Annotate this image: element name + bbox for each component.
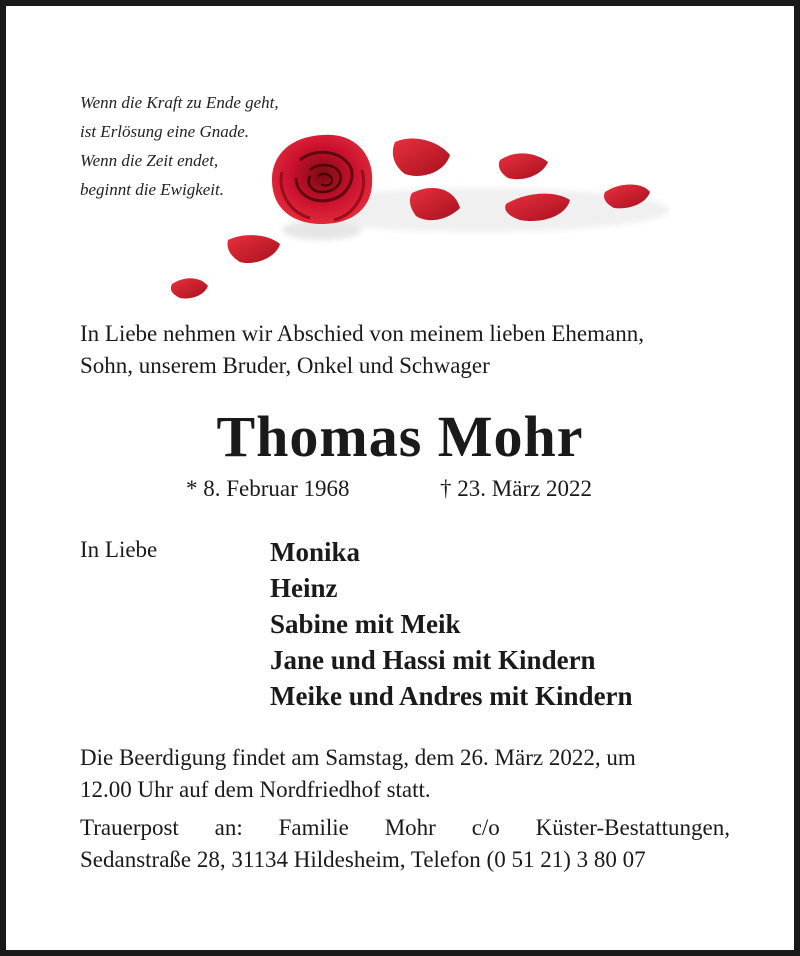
petal-icon [499, 153, 548, 179]
condolence-line: Trauerpost an: Familie Mohr c/o Küster-Bestattungen, [80, 815, 730, 840]
poem-line: beginnt die Ewigkeit. [80, 180, 224, 199]
funeral-line: Die Beerdigung findet am Samstag, dem 26. März 2022, um [80, 745, 636, 770]
poem-line: Wenn die Zeit endet, [80, 151, 219, 170]
poem-line: ist Erlösung eine Gnade. [80, 122, 250, 141]
mourner-name: Meike und Andres mit Kindern [270, 681, 633, 711]
mourners-list [270, 534, 633, 714]
mourner-name: Sabine mit Meik [270, 609, 461, 639]
intro-line: In Liebe nehmen wir Abschied von meinem lieben Ehemann, [80, 321, 644, 346]
deceased-name: Thomas Mohr [216, 404, 584, 469]
mourner-name: Monika [270, 537, 361, 567]
condolence-line: Sedanstraße 28, 31134 Hildesheim, Telefon (0 51 21) 3 80 07 [80, 847, 646, 872]
mourner-name: Jane und Hassi mit Kindern [270, 645, 596, 675]
intro-text [80, 318, 644, 382]
rose-petals-illustration [150, 100, 670, 310]
mourner-name: Heinz [270, 573, 338, 603]
poem-line: Wenn die Kraft zu Ende geht, [80, 93, 279, 112]
intro-line: Sohn, unserem Bruder, Onkel und Schwager [80, 353, 490, 378]
funeral-line: 12.00 Uhr auf dem Nordfriedhof statt. [80, 777, 431, 802]
petal-icon [393, 138, 450, 176]
birth-date: * 8. Februar 1968 [186, 476, 350, 501]
condolence-address [80, 812, 730, 876]
mourners-label: In Liebe [80, 537, 158, 562]
petal-icon [171, 278, 208, 298]
death-date: † 23. März 2022 [440, 476, 593, 501]
funeral-notice [80, 742, 730, 806]
petal-icon [228, 235, 281, 263]
